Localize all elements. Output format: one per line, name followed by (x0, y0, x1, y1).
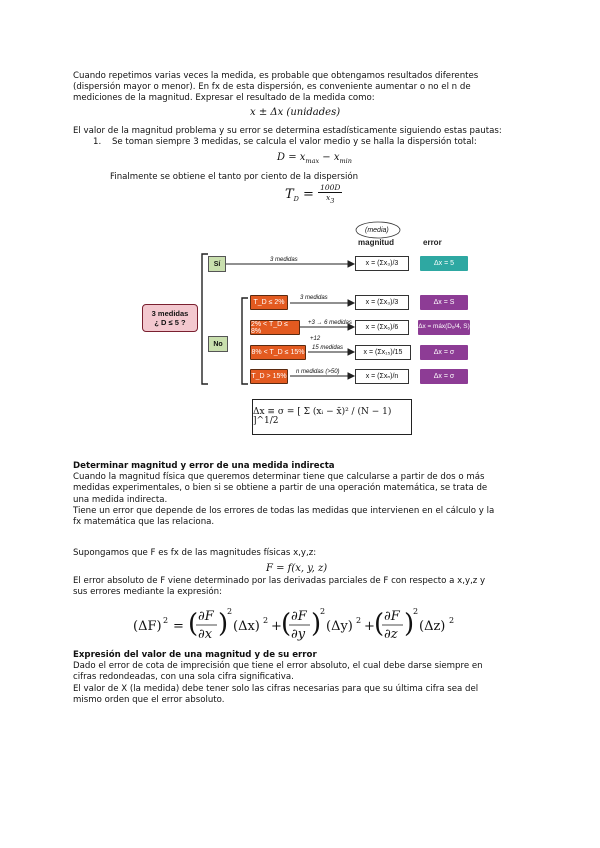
error-row: Δx = máx(D₆/4, S) (418, 320, 470, 335)
svg-text:2: 2 (163, 616, 169, 625)
stats-paragraph (73, 126, 533, 148)
indirect-line: fx matemática que las relaciona. (73, 517, 215, 528)
error-propagation-formula (133, 604, 473, 648)
f-formula: F = f(x, y, z) (266, 563, 328, 574)
abs-line: sus errores mediante la expresión: (73, 587, 223, 598)
svg-text:∂z: ∂z (384, 627, 398, 642)
svg-text:(Δz): (Δz) (419, 619, 446, 634)
abs-line: El error absoluto de F viene determinado por las derivadas parciales de F con respecto a x,y,z y (73, 576, 486, 586)
arrow-label: n medidas (>50) (296, 369, 340, 375)
error-row: Δx = S (420, 295, 468, 310)
svg-text:): ) (311, 609, 322, 639)
stats-line: El valor de la magnitud problema y su error se determina estadísticamente siguiendo estas pautas: (73, 126, 502, 136)
svg-text:∂F: ∂F (198, 609, 214, 624)
indirect-line: Cuando la magnitud física que queremos determinar tiene que calcularse a partir de dos o más (73, 472, 485, 483)
indirect-section (73, 461, 533, 528)
indirect-heading: Determinar magnitud y error de una medida indirecta (73, 461, 335, 471)
indirect-line: una medida indirecta. (73, 494, 168, 505)
indirect-line: Tiene un error que depende de los errores de todas las medidas que intervienen en el cálculo y la (73, 505, 495, 516)
indirect-line: medidas experimentales, o bien si se obtiene a partir de una operación matemática, se trata de (73, 483, 488, 494)
svg-text:2: 2 (320, 607, 326, 616)
result-row: x = (Σx₃)/3 (355, 295, 409, 310)
expression-line: cifras redondeadas, con una sola cifra significativa. (73, 672, 294, 683)
result-row: x = (Σxₙ)/n (355, 369, 409, 384)
si-arrow-label: 3 medidas (270, 257, 298, 263)
expression-line: El valor de X (la medida) debe tener solo las cifras necesarias para que su última cifra sea del (73, 683, 479, 694)
stats-item (73, 137, 533, 148)
arrow-label: 3 medidas (300, 295, 328, 301)
expression-section (73, 650, 533, 706)
svg-text:∂x: ∂x (198, 627, 213, 642)
expression-line: Dado el error de cota de imprecisión que tiene el error absoluto, el cual debe darse siempre en (73, 661, 483, 672)
no-label: No (208, 336, 228, 352)
item-text: Se toman siempre 3 medidas, se calcula el valor medio y se halla la dispersión total: (111, 137, 477, 148)
svg-text:): ) (404, 609, 415, 639)
svg-text:(: ( (188, 609, 199, 639)
cond-row: T_D ≤ 2% (250, 295, 288, 310)
svg-text:(Δx): (Δx) (233, 619, 260, 634)
tanto-line: Finalmente se obtiene el tanto por ciento de la dispersión (110, 172, 359, 182)
svg-text:2: 2 (227, 607, 233, 616)
si-label: Sí (208, 256, 226, 272)
intro-line: Cuando repetimos varias veces la medida, es probable que obtengamos resultados diferentes (73, 71, 479, 81)
svg-text:(ΔF): (ΔF) (133, 619, 162, 634)
intro-line: mediciones de la magnitud. Expresar el resultado de la medida como: (73, 93, 375, 104)
error-row: Δx = σ (420, 345, 468, 360)
svg-text:+: + (271, 619, 282, 634)
column-magnitud: magnitud (358, 238, 394, 247)
dispersion-formula: $D = x_{max} - x_{min}$ (277, 152, 352, 165)
column-error: error (423, 238, 442, 247)
svg-text:2: 2 (449, 616, 455, 625)
svg-text:=: = (173, 619, 184, 634)
svg-text:(Δy): (Δy) (326, 619, 353, 634)
svg-text:2: 2 (263, 616, 269, 625)
abs-error-paragraph (73, 576, 533, 598)
si-error: Δx = 5 (420, 256, 468, 271)
increment-note: +12 (310, 336, 321, 342)
result-row: x = (Σx₆)/6 (355, 320, 409, 335)
error-row: Δx = σ (420, 369, 468, 384)
intro-paragraph (73, 71, 533, 105)
svg-text:∂F: ∂F (384, 609, 400, 624)
svg-text:): ) (218, 609, 229, 639)
svg-text:+: + (364, 619, 375, 634)
expression-line: mismo orden que el error absoluto. (73, 694, 225, 705)
cond-row: T_D > 15% (250, 369, 288, 384)
arrow-label: +3 → 6 medidas (308, 320, 352, 326)
item-number: 1. (93, 137, 102, 148)
svg-text:2: 2 (356, 616, 362, 625)
svg-text:2: 2 (413, 607, 419, 616)
svg-text:∂y: ∂y (291, 627, 306, 642)
expression-heading: Expresión del valor de una magnitud y de su error (73, 650, 317, 660)
cond-row: 2% < T_D ≤ 8% (250, 320, 300, 335)
result-formula: x ± Δx (unidades) (250, 107, 341, 118)
cond-row: 8% < T_D ≤ 15% (250, 345, 306, 360)
handwritten-note: (media) (365, 227, 389, 234)
svg-text:(: ( (374, 609, 385, 639)
start-box: 3 medidas ¿ D ≤ 5 ? (142, 304, 198, 332)
sigma-formula: Δx ≡ σ = [ Σ (xᵢ − x̄)² / (N − 1) ]^1/2 (252, 399, 412, 435)
intro-line: (dispersión mayor o menor). En fx de esta dispersión, es conveniente aumentar o no el n de (73, 82, 471, 93)
svg-text:(: ( (281, 609, 292, 639)
result-row: x = (Σx₁₅)/15 (355, 345, 411, 360)
suppose-line: Supongamos que F es fx de las magnitudes físicas x,y,z: (73, 548, 317, 558)
si-result: x = (Σx₃)/3 (355, 256, 409, 271)
td-formula: $T_D$ = $\frac{100D}{x3}$ (285, 183, 341, 205)
arrow-label: 15 medidas (312, 345, 344, 351)
svg-text:∂F: ∂F (291, 609, 307, 624)
measurement-flow-diagram (140, 216, 470, 446)
